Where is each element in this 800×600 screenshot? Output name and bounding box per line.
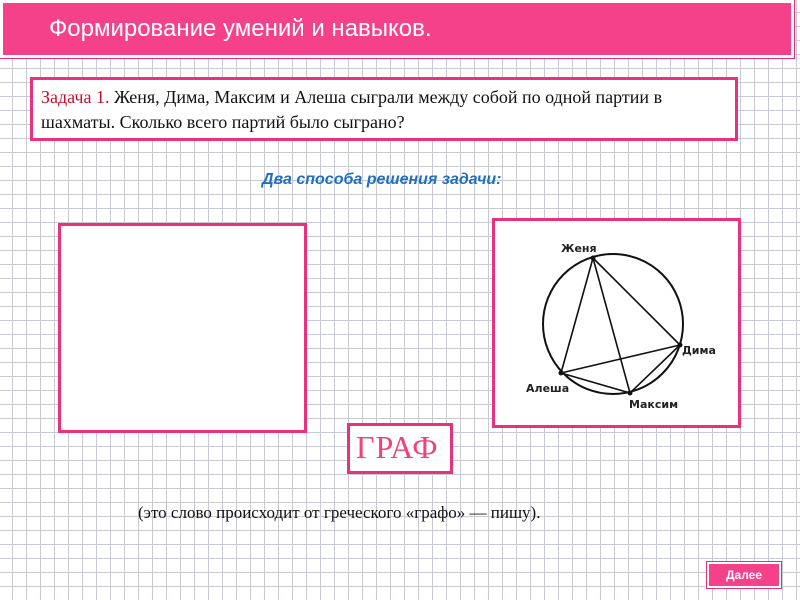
node-label-maksim: Максим: [629, 398, 679, 411]
node-label-dima: Дима: [682, 344, 716, 357]
edge-dima-maksim: [630, 345, 680, 393]
node-label-alesha: Алеша: [526, 382, 570, 395]
solutions-subtitle: Два способа решения задачи:: [262, 171, 502, 188]
graph-diagram: [495, 221, 738, 425]
next-button[interactable]: Далее: [707, 562, 781, 588]
task-label: Задача 1.: [41, 87, 110, 107]
term-word: ГРАФ: [356, 429, 439, 465]
edge-dima-alesha: [561, 345, 680, 373]
empty-solution-panel: [58, 223, 307, 433]
node-alesha: [559, 371, 564, 376]
edge-zhenya-maksim: [593, 258, 630, 393]
edge-zhenya-dima: [593, 258, 680, 345]
graph-panel: [492, 218, 741, 428]
etymology-note: (это слово происходит от греческого «графо» — пишу).: [138, 503, 541, 522]
edge-zhenya-alesha: [561, 258, 593, 373]
node-label-zhenya: Женя: [561, 242, 597, 255]
task-text: Женя, Дима, Максим и Алеша сыграли между собой по одной партии в шахматы. Сколько всего партий было сыграно?: [41, 87, 663, 132]
page-title: Формирование умений и навыков.: [49, 15, 432, 42]
edge-maksim-alesha: [561, 373, 630, 393]
node-zhenya: [591, 256, 596, 261]
term-box: [347, 423, 453, 474]
header-bar: [0, 0, 794, 58]
task-box: [30, 77, 738, 141]
node-maksim: [628, 391, 633, 396]
